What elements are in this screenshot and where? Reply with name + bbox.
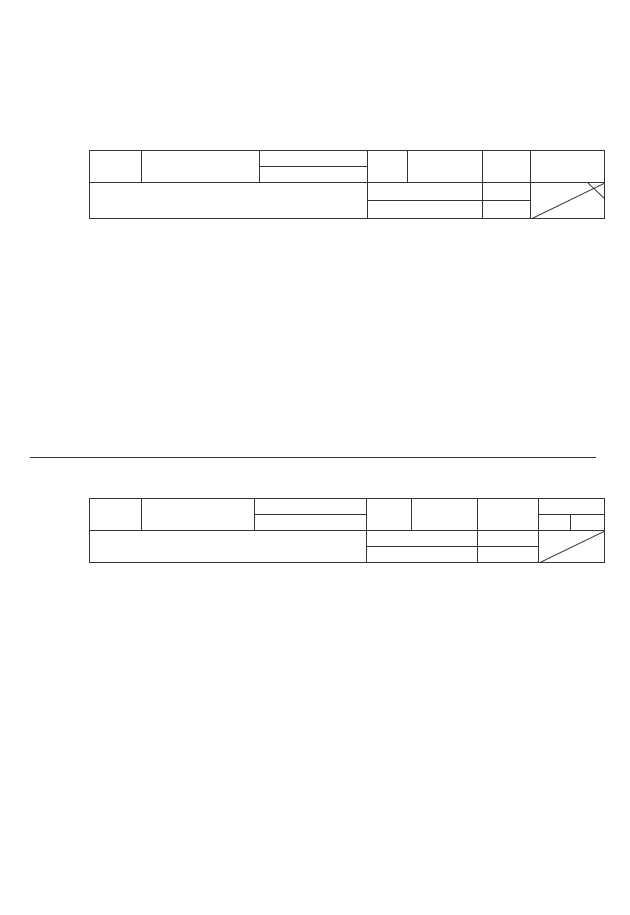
section1-diagonal-box bbox=[531, 183, 605, 219]
col-kukan bbox=[260, 167, 368, 183]
col-shoku-mei bbox=[90, 499, 142, 531]
section1-juryo-label bbox=[368, 183, 483, 201]
section2-shiharai-value[interactable] bbox=[478, 547, 539, 563]
section1-shiharai-value[interactable] bbox=[483, 201, 531, 219]
section1-juryo-value[interactable] bbox=[483, 183, 531, 201]
col-in bbox=[539, 515, 571, 531]
section2-juryo-value[interactable] bbox=[478, 531, 539, 547]
diagonal-line bbox=[539, 531, 605, 563]
section-divider bbox=[30, 457, 596, 458]
col-shoku-mei bbox=[90, 151, 142, 183]
col-nichigaku bbox=[408, 151, 483, 183]
col-shusseki-nissu bbox=[367, 499, 412, 531]
col-kukan bbox=[255, 515, 367, 531]
col-blank bbox=[531, 151, 605, 183]
section2-shiharai-label bbox=[367, 547, 478, 563]
section2-diagonal-box bbox=[539, 531, 605, 563]
col-kingaku bbox=[478, 499, 539, 531]
col-gappi bbox=[571, 515, 605, 531]
col-nichigaku bbox=[412, 499, 478, 531]
section2-juryo-label bbox=[367, 531, 478, 547]
section2-table bbox=[89, 498, 605, 563]
diagonal-line bbox=[531, 183, 605, 219]
col-shusseki-nissu bbox=[368, 151, 408, 183]
col-shusseki-gappi bbox=[255, 499, 367, 515]
col-shimei bbox=[142, 151, 260, 183]
section2-total-label bbox=[90, 531, 367, 563]
col-kingaku bbox=[483, 151, 531, 183]
col-shimei bbox=[142, 499, 255, 531]
section1-table bbox=[89, 150, 605, 219]
section1-total-label bbox=[90, 183, 368, 219]
col-ryoshu bbox=[539, 499, 605, 515]
section1-shiharai-label bbox=[368, 201, 483, 219]
col-shusseki-gappi bbox=[260, 151, 368, 167]
